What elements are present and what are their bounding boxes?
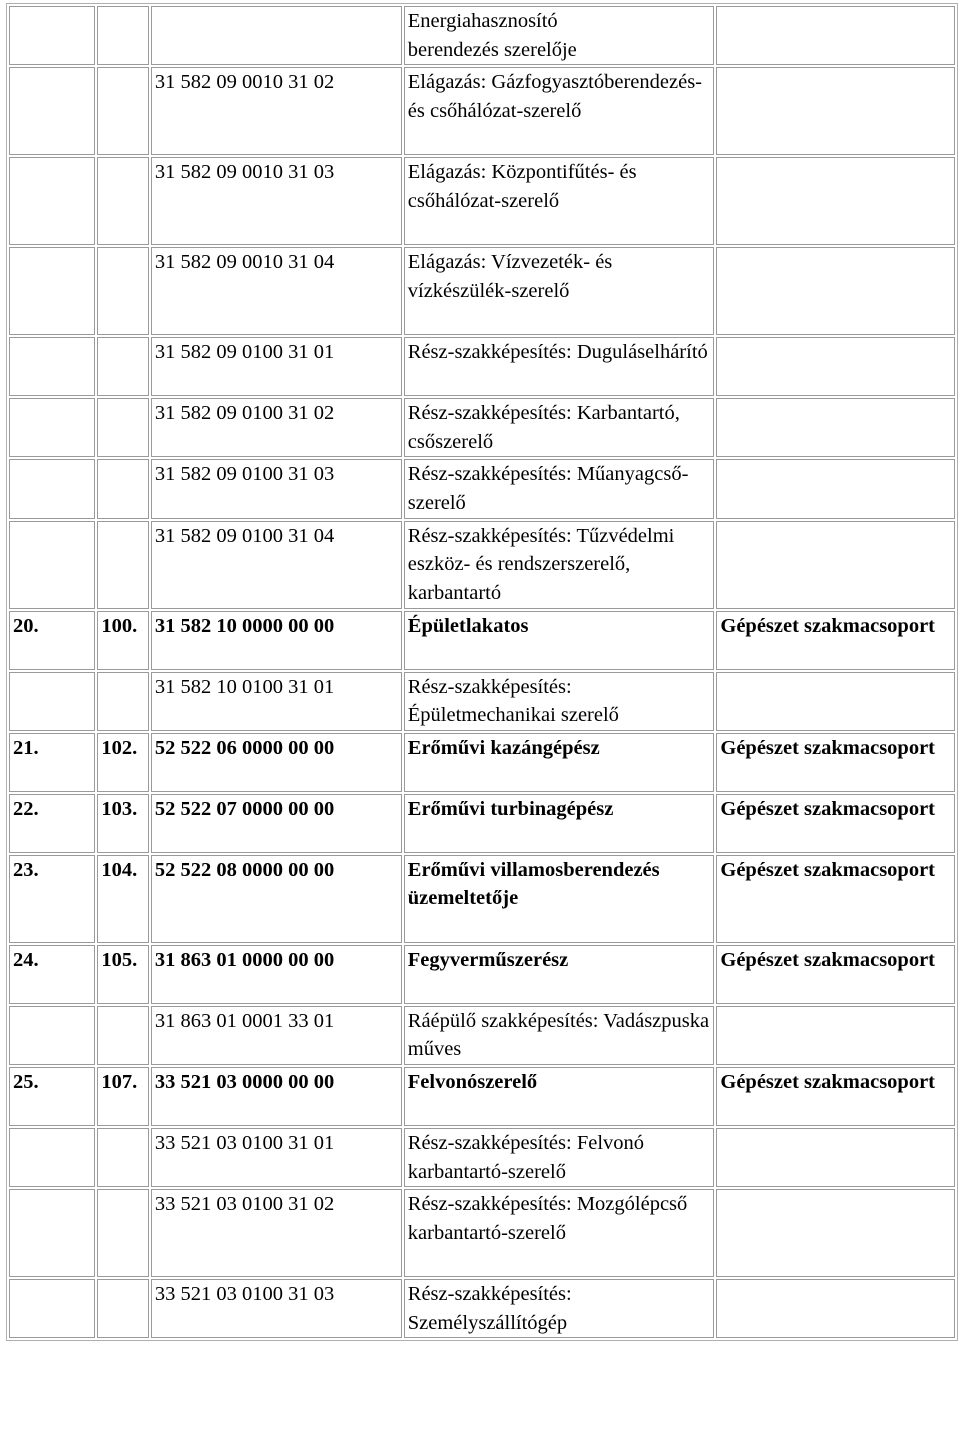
row-number-cell: 24. <box>9 945 95 1004</box>
ordinal-cell: 103. <box>97 794 148 853</box>
ordinal-cell <box>97 672 148 731</box>
row-number-cell <box>9 1006 95 1065</box>
qualification-name-cell: Erőművi kazángépész <box>404 733 715 792</box>
ordinal-cell <box>97 1006 148 1065</box>
ordinal-cell: 102. <box>97 733 148 792</box>
table-row <box>9 157 955 245</box>
area-cell <box>716 6 955 65</box>
row-number-cell: 21. <box>9 733 95 792</box>
row-number-cell: 23. <box>9 855 95 943</box>
name-line-1: Energiahasznosító <box>407 10 558 32</box>
code-cell: 52 522 06 0000 00 00 <box>151 733 402 792</box>
ordinal-cell <box>97 157 148 245</box>
ordinal-cell <box>97 459 148 518</box>
qualification-name-cell: Épületlakatos <box>404 611 715 670</box>
qualification-name-cell: Rész-szakképesítés: Személyszállítógép <box>404 1279 715 1338</box>
table-row <box>9 672 955 731</box>
row-number-cell <box>9 1128 95 1187</box>
table-row <box>9 1006 955 1065</box>
ordinal-cell <box>97 247 148 335</box>
qualification-table <box>6 3 958 1341</box>
table-row <box>9 1128 955 1187</box>
code-cell: 31 582 09 0010 31 04 <box>151 247 402 335</box>
area-cell <box>716 521 955 609</box>
qualification-name-cell: Rész-szakképesítés: Tűzvédelmi eszköz- és rendszerszerelő, karbantartó <box>404 521 715 609</box>
ordinal-cell <box>97 521 148 609</box>
table-row <box>9 1279 955 1338</box>
area-cell <box>716 157 955 245</box>
table-row <box>9 521 955 609</box>
code-cell: 52 522 08 0000 00 00 <box>151 855 402 943</box>
code-cell: 33 521 03 0100 31 01 <box>151 1128 402 1187</box>
qualification-name-cell: Rész-szakképesítés: Duguláselhárító <box>404 337 715 396</box>
row-number-cell <box>9 67 95 155</box>
qualification-name-cell: Felvonószerelő <box>404 1067 715 1126</box>
code-cell: 31 582 09 0100 31 01 <box>151 337 402 396</box>
qualification-name-cell: Rész-szakképesítés: Karbantartó, csőszerelő <box>404 398 715 457</box>
area-cell: Gépészet szakmacsoport <box>716 733 955 792</box>
table-row <box>9 67 955 155</box>
qualification-name-cell: Erőművi turbinagépész <box>404 794 715 853</box>
row-number-cell <box>9 459 95 518</box>
code-cell: 31 582 09 0010 31 03 <box>151 157 402 245</box>
area-cell: Gépészet szakmacsoport <box>716 794 955 853</box>
row-number-cell <box>9 247 95 335</box>
table-row <box>9 611 955 670</box>
area-cell <box>716 337 955 396</box>
code-cell: 31 582 09 0100 31 03 <box>151 459 402 518</box>
area-cell <box>716 459 955 518</box>
ordinal-cell <box>97 67 148 155</box>
table-row <box>9 855 955 943</box>
table-row <box>9 337 955 396</box>
row-number-cell <box>9 1189 95 1277</box>
code-cell: 52 522 07 0000 00 00 <box>151 794 402 853</box>
qualification-name-cell: Elágazás: Vízvezeték- és vízkészülék-szerelő <box>404 247 715 335</box>
area-cell <box>716 1189 955 1277</box>
row-number-cell <box>9 337 95 396</box>
qualification-name-cell: Erőművi villamosberendezés üzemeltetője <box>404 855 715 943</box>
table-row <box>9 398 955 457</box>
code-cell <box>151 6 402 65</box>
table-row <box>9 247 955 335</box>
row-number-cell <box>9 1279 95 1338</box>
area-cell <box>716 1128 955 1187</box>
code-cell: 31 582 10 0000 00 00 <box>151 611 402 670</box>
qualification-name-cell: Fegyverműszerész <box>404 945 715 1004</box>
row-number-cell <box>9 672 95 731</box>
table-row <box>9 1067 955 1126</box>
table-row <box>9 733 955 792</box>
area-cell <box>716 1279 955 1338</box>
code-cell: 31 863 01 0001 33 01 <box>151 1006 402 1065</box>
row-number-cell: 20. <box>9 611 95 670</box>
area-cell: Gépészet szakmacsoport <box>716 1067 955 1126</box>
ordinal-cell: 100. <box>97 611 148 670</box>
code-cell: 33 521 03 0100 31 02 <box>151 1189 402 1277</box>
name-line-2: berendezés szerelője <box>407 38 577 61</box>
code-cell: 31 582 09 0100 31 04 <box>151 521 402 609</box>
table-row <box>9 945 955 1004</box>
table-row <box>9 794 955 853</box>
qualification-name-cell <box>404 6 715 65</box>
area-cell <box>716 398 955 457</box>
code-cell: 31 582 10 0100 31 01 <box>151 672 402 731</box>
code-cell: 33 521 03 0000 00 00 <box>151 1067 402 1126</box>
qualification-name-cell: Elágazás: Központifűtés- és csőhálózat-szerelő <box>404 157 715 245</box>
ordinal-cell <box>97 6 148 65</box>
row-number-cell <box>9 157 95 245</box>
ordinal-cell <box>97 398 148 457</box>
area-cell <box>716 247 955 335</box>
ordinal-cell <box>97 1189 148 1277</box>
table-row <box>9 1189 955 1277</box>
qualification-name-cell: Rész-szakképesítés: Épületmechanikai szerelő <box>404 672 715 731</box>
qualification-name-cell: Ráépülő szakképesítés: Vadászpuska műves <box>404 1006 715 1065</box>
table-row <box>9 6 955 65</box>
ordinal-cell <box>97 337 148 396</box>
row-number-cell: 22. <box>9 794 95 853</box>
qualification-name-cell: Rész-szakképesítés: Felvonó karbantartó-szerelő <box>404 1128 715 1187</box>
row-number-cell: 25. <box>9 1067 95 1126</box>
area-cell <box>716 672 955 731</box>
row-number-cell <box>9 521 95 609</box>
area-cell: Gépészet szakmacsoport <box>716 611 955 670</box>
code-cell: 31 582 09 0100 31 02 <box>151 398 402 457</box>
area-cell: Gépészet szakmacsoport <box>716 945 955 1004</box>
ordinal-cell: 107. <box>97 1067 148 1126</box>
area-cell <box>716 1006 955 1065</box>
code-cell: 31 863 01 0000 00 00 <box>151 945 402 1004</box>
code-cell: 33 521 03 0100 31 03 <box>151 1279 402 1338</box>
qualification-name-cell: Rész-szakképesítés: Műanyagcső-szerelő <box>404 459 715 518</box>
qualification-name-cell: Rész-szakképesítés: Mozgólépcső karbantartó-szerelő <box>404 1189 715 1277</box>
row-number-cell <box>9 6 95 65</box>
ordinal-cell <box>97 1128 148 1187</box>
table-row <box>9 459 955 518</box>
ordinal-cell: 105. <box>97 945 148 1004</box>
qualification-name-cell: Elágazás: Gázfogyasztóberendezés- és csőhálózat-szerelő <box>404 67 715 155</box>
row-number-cell <box>9 398 95 457</box>
ordinal-cell: 104. <box>97 855 148 943</box>
ordinal-cell <box>97 1279 148 1338</box>
code-cell: 31 582 09 0010 31 02 <box>151 67 402 155</box>
area-cell <box>716 67 955 155</box>
area-cell: Gépészet szakmacsoport <box>716 855 955 943</box>
